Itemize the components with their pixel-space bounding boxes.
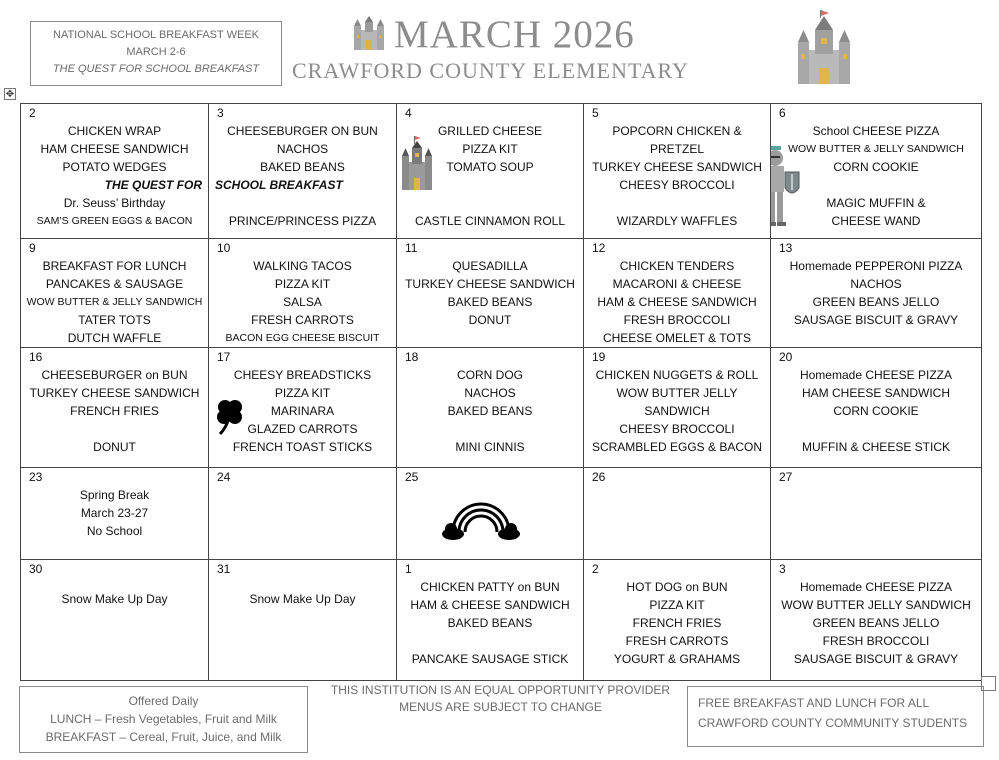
calendar-day-cell	[584, 239, 771, 348]
menu-item: MUFFIN & CHEESE STICK	[801, 440, 950, 454]
menu-item: TATER TOTS	[78, 313, 151, 327]
menu-item: CHICKEN NUGGETS & ROLL	[595, 368, 759, 382]
calendar-day-cell	[397, 104, 584, 239]
menu-item: PRINCE/PRINCESS PIZZA	[228, 214, 377, 228]
resize-handle[interactable]	[981, 676, 996, 691]
menu-items	[771, 257, 981, 329]
menu-item: DONUT	[468, 313, 512, 327]
menu-spacer	[21, 420, 208, 438]
calendar-day-cell	[209, 348, 397, 468]
calendar-day-cell	[209, 239, 397, 348]
equal-opportunity-notice: THIS INSTITUTION IS AN EQUAL OPPORTUNITY PROVIDER	[330, 683, 671, 697]
menu-spacer	[584, 194, 770, 212]
day-number: 4	[405, 106, 412, 120]
day-number: 11	[405, 241, 418, 255]
calendar-week-row	[21, 468, 982, 560]
school-name: CRAWFORD COUNTY ELEMENTARY	[292, 58, 689, 83]
menu-item: GREEN BEANS JELLO	[812, 295, 940, 309]
menu-item: SALSA	[283, 295, 322, 309]
menu-item: FRESH CARROTS	[625, 634, 729, 648]
menu-item: Snow Make Up Day	[249, 592, 356, 606]
menu-item: HAM & CHEESE SANDWICH	[597, 295, 757, 309]
menu-items	[771, 366, 981, 456]
event-line-1: NATIONAL SCHOOL BREAKFAST WEEK	[53, 29, 259, 41]
menu-item: BAKED BEANS	[260, 160, 345, 174]
menu-item: Homemade CHEESE PIZZA	[799, 368, 953, 382]
calendar-day-cell	[771, 239, 982, 348]
menu-item: BAKED BEANS	[447, 295, 533, 309]
menu-item: BREAKFAST FOR LUNCH	[42, 259, 187, 273]
calendar-day-cell	[771, 348, 982, 468]
menu-items	[21, 257, 208, 347]
menu-item: WOW BUTTER JELLY	[616, 386, 738, 400]
day-number: 10	[217, 241, 231, 255]
menu-item: CHEESY BREADSTICKS	[233, 368, 372, 382]
menu-item: WIZARDLY WAFFLES	[616, 214, 738, 228]
calendar-day-cell	[21, 348, 209, 468]
menu-spacer	[397, 420, 583, 438]
menu-item: WOW BUTTER JELLY SANDWICH	[781, 598, 971, 612]
menu-item: PANCAKE SAUSAGE STICK	[411, 652, 569, 666]
menu-spacer	[209, 194, 396, 212]
castle-icon	[798, 10, 850, 84]
day-number: 25	[405, 470, 419, 484]
calendar-day-cell	[584, 348, 771, 468]
menu-item: School CHEESE PIZZA	[812, 124, 940, 138]
event-line-2: MARCH 2-6	[126, 46, 186, 58]
calendar-week-row	[21, 239, 982, 348]
menu-items	[397, 366, 583, 456]
menu-item: MARINARA	[270, 404, 335, 418]
menu-item: CHEESEBURGER ON BUN	[227, 124, 378, 138]
free-meals-line-1: FREE BREAKFAST AND LUNCH FOR ALL	[698, 696, 930, 710]
day-number: 23	[29, 470, 43, 484]
calendar-day-cell	[771, 560, 982, 681]
menu-item: HAM CHEESE SANDWICH	[40, 142, 189, 156]
menu-item: FRESH BROCCOLI	[623, 313, 731, 327]
menu-item: SCHOOL BREAKFAST	[215, 178, 343, 192]
menu-item: CHICKEN WRAP	[67, 124, 162, 138]
menu-item: HAM & CHEESE SANDWICH	[410, 598, 570, 612]
shamrock-icon	[214, 396, 246, 436]
menu-items	[21, 590, 208, 608]
rainbow-icon	[441, 496, 521, 540]
menu-items	[584, 122, 770, 230]
day-number: 12	[592, 241, 606, 255]
menu-items	[209, 590, 396, 608]
menu-item: QUESADILLA	[452, 259, 528, 273]
menu-items	[771, 578, 981, 668]
menu-items	[584, 257, 770, 347]
menu-item: GRILLED CHEESE	[437, 124, 543, 138]
menu-item: SAM’S GREEN EGGS & BACON	[36, 215, 193, 227]
menu-item: March 23-27	[80, 506, 149, 520]
day-number: 31	[217, 562, 231, 576]
menu-item: DUTCH WAFFLE	[67, 331, 162, 345]
page-title: MARCH 2026	[394, 13, 635, 56]
calendar-day-cell	[397, 239, 584, 348]
day-number: 5	[592, 106, 599, 120]
menu-item: POTATO WEDGES	[62, 160, 167, 174]
menu-item: HAM CHEESE SANDWICH	[801, 386, 950, 400]
menu-item: NACHOS	[850, 277, 902, 291]
menu-item: TURKEY CHEESE SANDWICH	[405, 277, 575, 291]
calendar-day-cell	[584, 560, 771, 681]
menu-items	[397, 578, 583, 668]
menu-item: CHEESEBURGER on BUN	[41, 368, 188, 382]
menu-item: PIZZA KIT	[274, 277, 331, 291]
menu-spacer	[397, 194, 583, 212]
menu-item: SANDWICH	[644, 404, 710, 418]
menu-item: CHEESY BROCCOLI	[619, 178, 735, 192]
menu-item: FRESH CARROTS	[251, 313, 354, 327]
menu-item: NACHOS	[464, 386, 516, 400]
day-number: 19	[592, 350, 606, 364]
calendar-day-cell	[584, 104, 771, 239]
calendar-day-cell	[584, 468, 771, 560]
menu-item: WOW BUTTER & JELLY SANDWICH	[26, 296, 203, 308]
menu-item: TURKEY CHEESE SANDWICH	[592, 160, 762, 174]
table-move-handle[interactable]: ✥	[5, 89, 15, 100]
menu-item: CORN COOKIE	[833, 404, 919, 418]
calendar-day-cell	[771, 104, 982, 239]
day-number: 30	[29, 562, 43, 576]
calendar-day-cell	[209, 468, 397, 560]
menu-item: POPCORN CHICKEN &	[612, 124, 742, 138]
menu-item: FRESH BROCCOLI	[822, 634, 930, 648]
day-number: 3	[779, 562, 786, 576]
menu-item: Snow Make Up Day	[61, 592, 168, 606]
menu-item: GREEN BEANS JELLO	[812, 616, 940, 630]
menu-item: GLAZED CARROTS	[247, 422, 358, 436]
free-meals-box	[687, 686, 984, 747]
menu-item: TOMATO SOUP	[446, 160, 534, 174]
menu-item: MAGIC MUFFIN &	[826, 196, 926, 210]
calendar-table	[20, 103, 982, 681]
menu-item: CHEESY BROCCOLI	[619, 422, 735, 436]
menu-item: BAKED BEANS	[447, 404, 533, 418]
menu-items	[584, 366, 770, 456]
calendar-day-cell	[21, 560, 209, 681]
menu-item: BACON EGG CHEESE BISCUIT	[225, 332, 380, 344]
day-number: 27	[779, 470, 793, 484]
menu-item: CHICKEN PATTY on BUN	[420, 580, 560, 594]
menu-item: SCRAMBLED EGGS & BACON	[591, 440, 763, 454]
event-banner	[30, 21, 282, 86]
calendar-day-cell	[397, 468, 584, 560]
knight-icon	[771, 144, 804, 228]
day-number: 1	[405, 562, 412, 576]
castle-icon	[402, 136, 432, 190]
calendar-day-cell	[21, 239, 209, 348]
calendar-week-row	[21, 560, 982, 681]
menu-item: TURKEY CHEESE SANDWICH	[29, 386, 200, 400]
menu-item: CHICKEN TENDERS	[619, 259, 735, 273]
menu-item: SAUSAGE BISCUIT & GRAVY	[793, 652, 959, 666]
menu-item: Dr. Seuss’ Birthday	[63, 196, 166, 210]
menu-items	[584, 578, 770, 668]
calendar-day-cell	[209, 104, 397, 239]
menu-items	[21, 122, 208, 230]
day-number: 26	[592, 470, 606, 484]
menu-item: Spring Break	[79, 488, 150, 502]
menu-item: PIZZA KIT	[462, 142, 518, 156]
menu-item: PANCAKES & SAUSAGE	[45, 277, 184, 291]
day-number: 24	[217, 470, 231, 484]
day-number: 20	[779, 350, 793, 364]
menu-items	[209, 257, 396, 347]
menu-item: PRETZEL	[649, 142, 704, 156]
calendar-day-cell	[209, 560, 397, 681]
day-number: 17	[217, 350, 231, 364]
menu-item: PIZZA KIT	[649, 598, 705, 612]
day-number: 2	[29, 106, 36, 120]
day-number: 2	[592, 562, 599, 576]
menu-item: FRENCH FRIES	[70, 404, 159, 418]
menu-item: PIZZA KIT	[274, 386, 331, 400]
menu-item: THE QUEST FOR	[104, 178, 202, 192]
menu-item: Homemade CHEESE PIZZA	[799, 580, 953, 594]
calendar-day-cell	[771, 468, 982, 560]
menu-item: Homemade PEPPERONI PIZZA	[789, 259, 963, 273]
menu-spacer	[771, 420, 981, 438]
event-line-3: THE QUEST FOR SCHOOL BREAKFAST	[52, 63, 260, 75]
menu-item: MINI CINNIS	[455, 440, 525, 454]
day-number: 13	[779, 241, 793, 255]
menu-item: HOT DOG on BUN	[626, 580, 728, 594]
menu-items	[397, 257, 583, 329]
calendar-day-cell	[397, 560, 584, 681]
calendar-day-cell	[21, 468, 209, 560]
menu-item: FRENCH TOAST STICKS	[232, 440, 373, 454]
offered-title: Offered Daily	[128, 694, 199, 708]
menu-items	[21, 486, 208, 540]
day-number: 6	[779, 106, 786, 120]
calendar-week-row	[21, 348, 982, 468]
notice-block	[318, 682, 683, 716]
menu-item: DONUT	[93, 440, 136, 454]
menu-change-notice: MENUS ARE SUBJECT TO CHANGE	[399, 700, 602, 714]
menu-items	[209, 122, 396, 230]
offered-daily-box	[19, 686, 308, 753]
day-number: 16	[29, 350, 43, 364]
castle-icon	[354, 16, 384, 50]
menu-item: BAKED BEANS	[447, 616, 533, 630]
free-meals-line-2: CRAWFORD COUNTY COMMUNITY STUDENTS	[698, 716, 968, 730]
menu-item: NACHOS	[276, 142, 329, 156]
menu-item: SAUSAGE BISCUIT & GRAVY	[793, 313, 959, 327]
menu-item: No School	[86, 524, 143, 538]
menu-item: WOW BUTTER & JELLY SANDWICH	[788, 143, 964, 155]
day-number: 18	[405, 350, 419, 364]
calendar-week-row	[21, 104, 982, 239]
menu-item: YOGURT & GRAHAMS	[613, 652, 741, 666]
calendar-day-cell	[397, 348, 584, 468]
menu-spacer	[397, 632, 583, 650]
menu-item: FRENCH FRIES	[632, 616, 722, 630]
menu-item: CORN COOKIE	[833, 160, 919, 174]
menu-items	[21, 366, 208, 456]
menu-item: MACARONI & CHEESE	[612, 277, 742, 291]
calendar-day-cell	[21, 104, 209, 239]
offered-breakfast: BREAKFAST – Cereal, Fruit, Juice, and Milk	[45, 730, 282, 744]
menu-item: CHEESE WAND	[831, 214, 921, 228]
day-number: 9	[29, 241, 36, 255]
offered-lunch: LUNCH – Fresh Vegetables, Fruit and Milk	[50, 712, 277, 726]
day-number: 3	[217, 106, 224, 120]
menu-item: CASTLE CINNAMON ROLL	[414, 214, 566, 228]
menu-item: WALKING TACOS	[253, 259, 352, 273]
menu-item: CHEESE OMELET & TOTS	[602, 331, 752, 345]
menu-item: CORN DOG	[457, 368, 523, 382]
